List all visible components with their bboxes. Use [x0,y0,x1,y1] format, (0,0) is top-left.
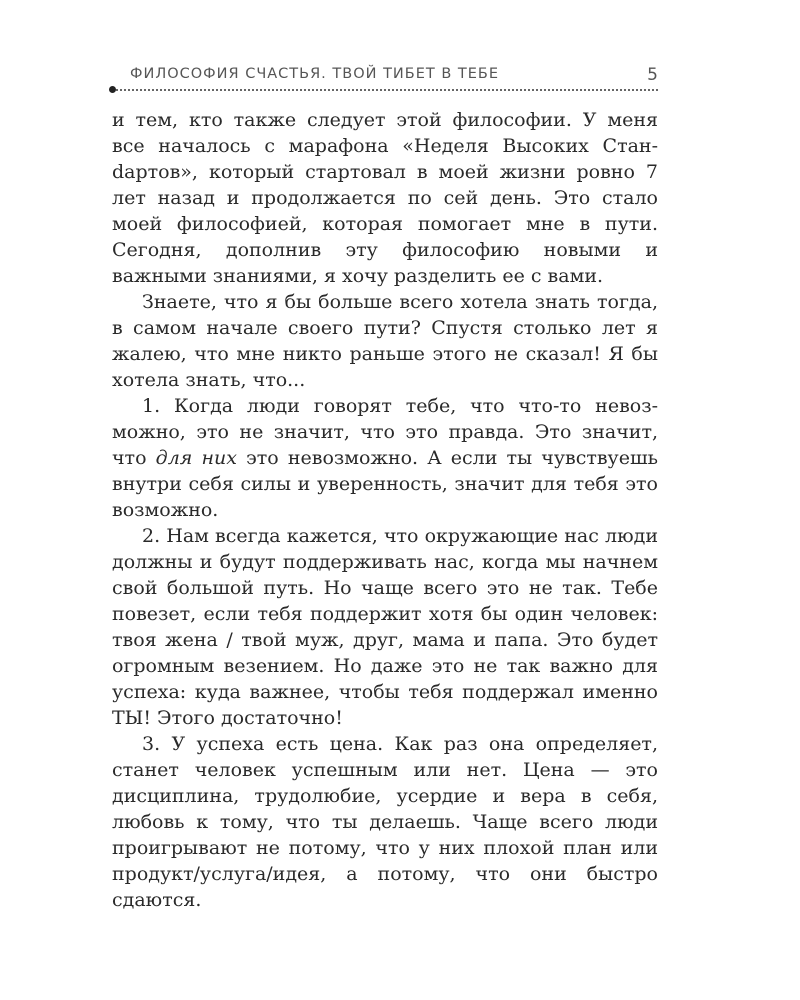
paragraph-3-end: это невозможно. А если ты чувствуешь внутри себя силы и уверенность, значит для тебя это возможно. [112,447,658,521]
header-dotted-rule [112,89,658,91]
paragraph-4: 2. Нам всегда кажется, что окружающие нас люди должны и будут поддерживать нас, когда мы начнем свой большой путь. Но чаще всего это не так. Тебе повезет, если тебя поддержит хотя бы один человек: твоя жена / твой муж, друг, мама и папа. Это будет огромным везением. Но даже это не так важно для успеха: куда важнее, чтобы тебя поддержал именно ТЫ! Этого достаточно! [112,525,658,729]
paragraph-1: и тем, кто также следует этой философии. У меня все началось с марафона «Неделя Высоких Станdартов», который стартовал в моей жизни ровно 7 лет назад и продолжается по сей день. Это стало моей философией, которая помогает мне в пути. Сегодня, дополнив эту философию новыми и важными знаниями, я хочу разделить ее с вами. [112,109,658,287]
header-rule-dot [109,86,116,93]
paragraph-3 [112,393,658,523]
paragraph-2: Знаете, что я бы больше всего хотела знать тогда, в самом начале своего пути? Спустя столько лет я жалею, что мне никто раньше этого не сказал! Я бы хотела знать, что... [112,291,658,391]
running-header [112,66,658,90]
running-title: ФИЛОСОФИЯ СЧАСТЬЯ. ТВОЙ ТИБЕТ В ТЕБЕ [130,66,500,82]
page-number: 5 [647,65,658,85]
body-text [112,107,658,913]
paragraph-5: 3. У успеха есть цена. Как раз она определяет, станет человек успешным или нет. Цена — это дисциплина, трудолюбие, усердие и вера в себя, любовь к тому, что ты делаешь. Чаще всего люди проигрывают не потому, что у них плохой план или продукт/услуга/идея, а потому, что они быстро сдаются. [112,733,658,911]
paragraph-3-emphasis: для них [155,447,237,469]
paragraph-3-start: 1. Когда люди говорят тебе, что что-то невозможно, это не значит, что это правда. Это значит, что [112,395,658,469]
